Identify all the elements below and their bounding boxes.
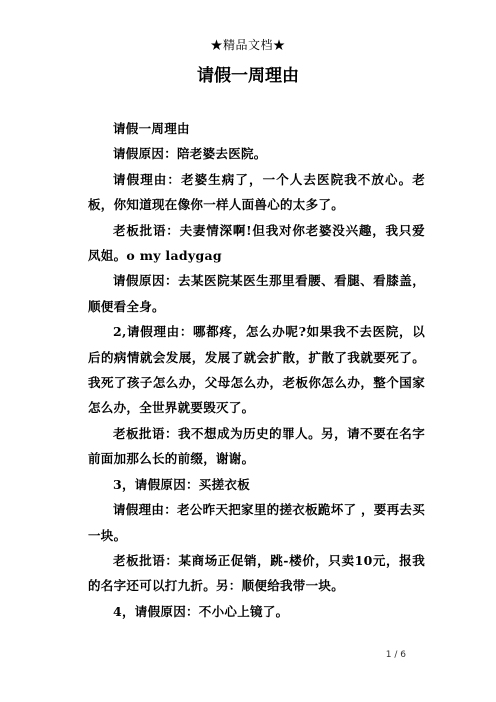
paragraph: 老板批语：某商场正促销，跳-楼价，只卖10元，报我的名字还可以打九折。另：顺便给我带一块。	[88, 552, 425, 594]
document-title: 请假一周理由	[197, 66, 299, 86]
page-number: 1 / 6	[385, 650, 406, 660]
paragraph: 请假理由：老婆生病了，一个人去医院我不放心。老板，你知道现在像你一样人面兽心的太多了。	[88, 171, 425, 213]
paragraph: 2,请假理由：哪都疼，怎么办呢?如果我不去医院，以后的病情就会发展，发展了就会扩散，扩散了我就要死了。我死了孩子怎么办，父母怎么办，老板你怎么办，整个国家怎么办，全世界就要毁灭了。	[88, 324, 425, 416]
paragraph: 请假理由：老公昨天把家里的搓衣板跪坏了 ，要再去买一块。	[88, 502, 425, 543]
paragraph: 请假原因：去某医院某医生那里看腰、看腿、看膝盖，顺便看全身。	[88, 273, 425, 314]
paragraph: 请假原因：陪老婆去医院。	[113, 146, 267, 162]
paragraph: 老板批语：我不想成为历史的罪人。另，请不要在名字前面加那么长的前缀，谢谢。	[88, 425, 425, 467]
paragraph: 老板批语：夫妻情深啊!但我对你老婆没兴趣，我只爱凤姐。o my ladygag	[88, 222, 425, 264]
paragraph: 3，请假原因：买搓衣板	[113, 476, 250, 492]
paragraph: 请假一周理由	[113, 121, 190, 136]
header-banner: ★精品文档★	[210, 38, 286, 52]
document-body	[88, 116, 425, 624]
paragraph: 4，请假原因：不小心上镜了。	[113, 603, 289, 619]
